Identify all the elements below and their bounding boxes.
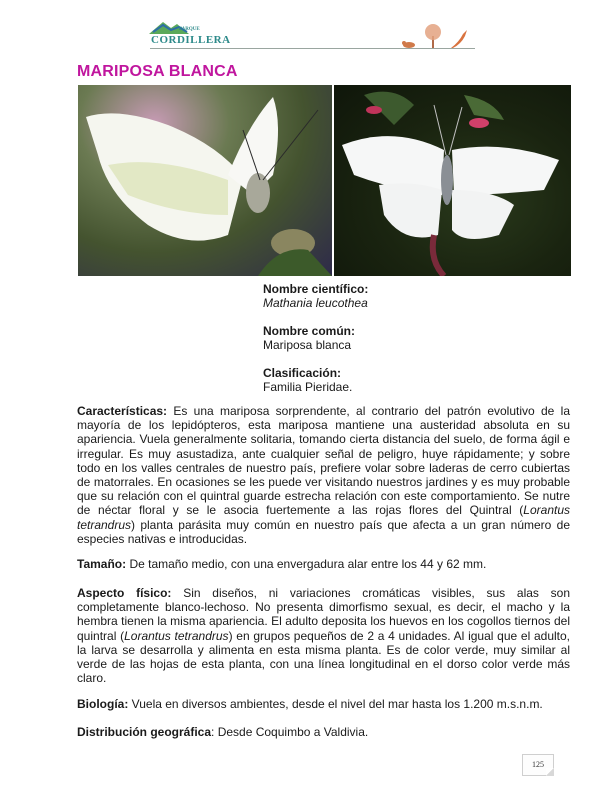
aspecto-text-1: Sin diseños, ni variaciones cromáticas visibles, sus alas son completamente blanco-lechoso. No presenta dimorfismo sexual, es decir, el macho y la hembra tienen la misma apariencia. El adulto deposita los huevos en los cogollos tiernos del quintral ( [77, 586, 571, 643]
distribucion-text: : Desde Coquimbo a Valdivia. [211, 725, 369, 739]
caracteristicas-italic: Lorantus tetrandrus [77, 503, 570, 532]
tamano-paragraph [77, 557, 570, 571]
tamano-text: De tamaño medio, con una envergadura alar entre los 44 y 62 mm. [126, 557, 487, 571]
common-name-value: Mariposa blanca [263, 338, 352, 352]
scientific-name-label: Nombre científico: [263, 282, 369, 296]
header-divider [150, 48, 475, 49]
distribucion-label: Distribución geográfica [77, 725, 212, 739]
aspecto-label: Aspecto físico: [77, 586, 172, 600]
aspecto-paragraph [77, 586, 570, 685]
distribucion-paragraph [77, 725, 570, 739]
aspecto-text-2: ) en grupos pequeños de 2 a 4 unidades. Al igual que el adulto, la larva se desarrolla y alimenta en esta misma planta. Es de color verde, muy similar al verde de las hojas de esta planta, con una línea longitudinal en el dorso color verde más claro. [77, 628, 571, 686]
biologia-label: Biología: [77, 697, 129, 711]
caracteristicas-label: Características: [77, 404, 168, 418]
aspecto-italic: Lorantus tetrandrus [124, 628, 229, 643]
classification-group [263, 366, 368, 394]
biologia-paragraph [77, 697, 570, 711]
tamano-label: Tamaño: [77, 557, 127, 571]
classification-value: Familia Pieridae. [263, 380, 353, 394]
butterfly-top-image-icon [334, 85, 571, 276]
page-number: 125 [522, 754, 554, 776]
parque-cordillera-logo [145, 20, 231, 50]
species-facts [263, 282, 368, 408]
scientific-name-value: Mathania leucothea [263, 296, 368, 310]
logo-text: CORDILLERA [151, 34, 231, 46]
caracteristicas-text-2: ) planta parásita muy común en nuestro país que afecta a un gran número de especies nativas e introducidas. [77, 517, 570, 546]
butterfly-side-image-icon [78, 85, 332, 276]
page-header [145, 20, 480, 52]
common-name-label: Nombre común: [263, 324, 356, 338]
page-title: MARIPOSA BLANCA [77, 63, 238, 80]
caracteristicas-paragraph [77, 404, 570, 546]
classification-label: Clasificación: [263, 366, 342, 380]
butterfly-photo-side [78, 85, 332, 276]
scientific-name-group [263, 282, 368, 310]
common-name-group [263, 324, 368, 352]
fauna-flora-decoration-icon [395, 22, 475, 50]
logo-small-text: PARQUE [179, 27, 200, 32]
biologia-text: Vuela en diversos ambientes, desde el nivel del mar hasta los 1.200 m.s.n.m. [128, 697, 543, 711]
butterfly-photo-top [334, 85, 571, 276]
caracteristicas-text-1: Es una mariposa sorprendente, al contrario del patrón evolutivo de la mayoría de los lepidópteros, esta mariposa mantiene una austeridad absoluta en su apariencia. Vuela generalmente solitaria, tomando cierta distancia del suelo, de forma ágil e irregular. Es muy asustadiza, ante cualquier señal de peligro, huye rápidamente; y sobre todo en los valles centrales de nuestro país, prefiere volar sobre laderas de cerro cubiertas de matorrales. En ocasiones se les puede ver visitando nuestros jardines y es muy probable que su relación con el quintral guarde estrecha relación con este comportamiento. Se nutre de néctar floral y se le asocia fuertemente a las rojas flores del Quintral ( [77, 404, 570, 518]
